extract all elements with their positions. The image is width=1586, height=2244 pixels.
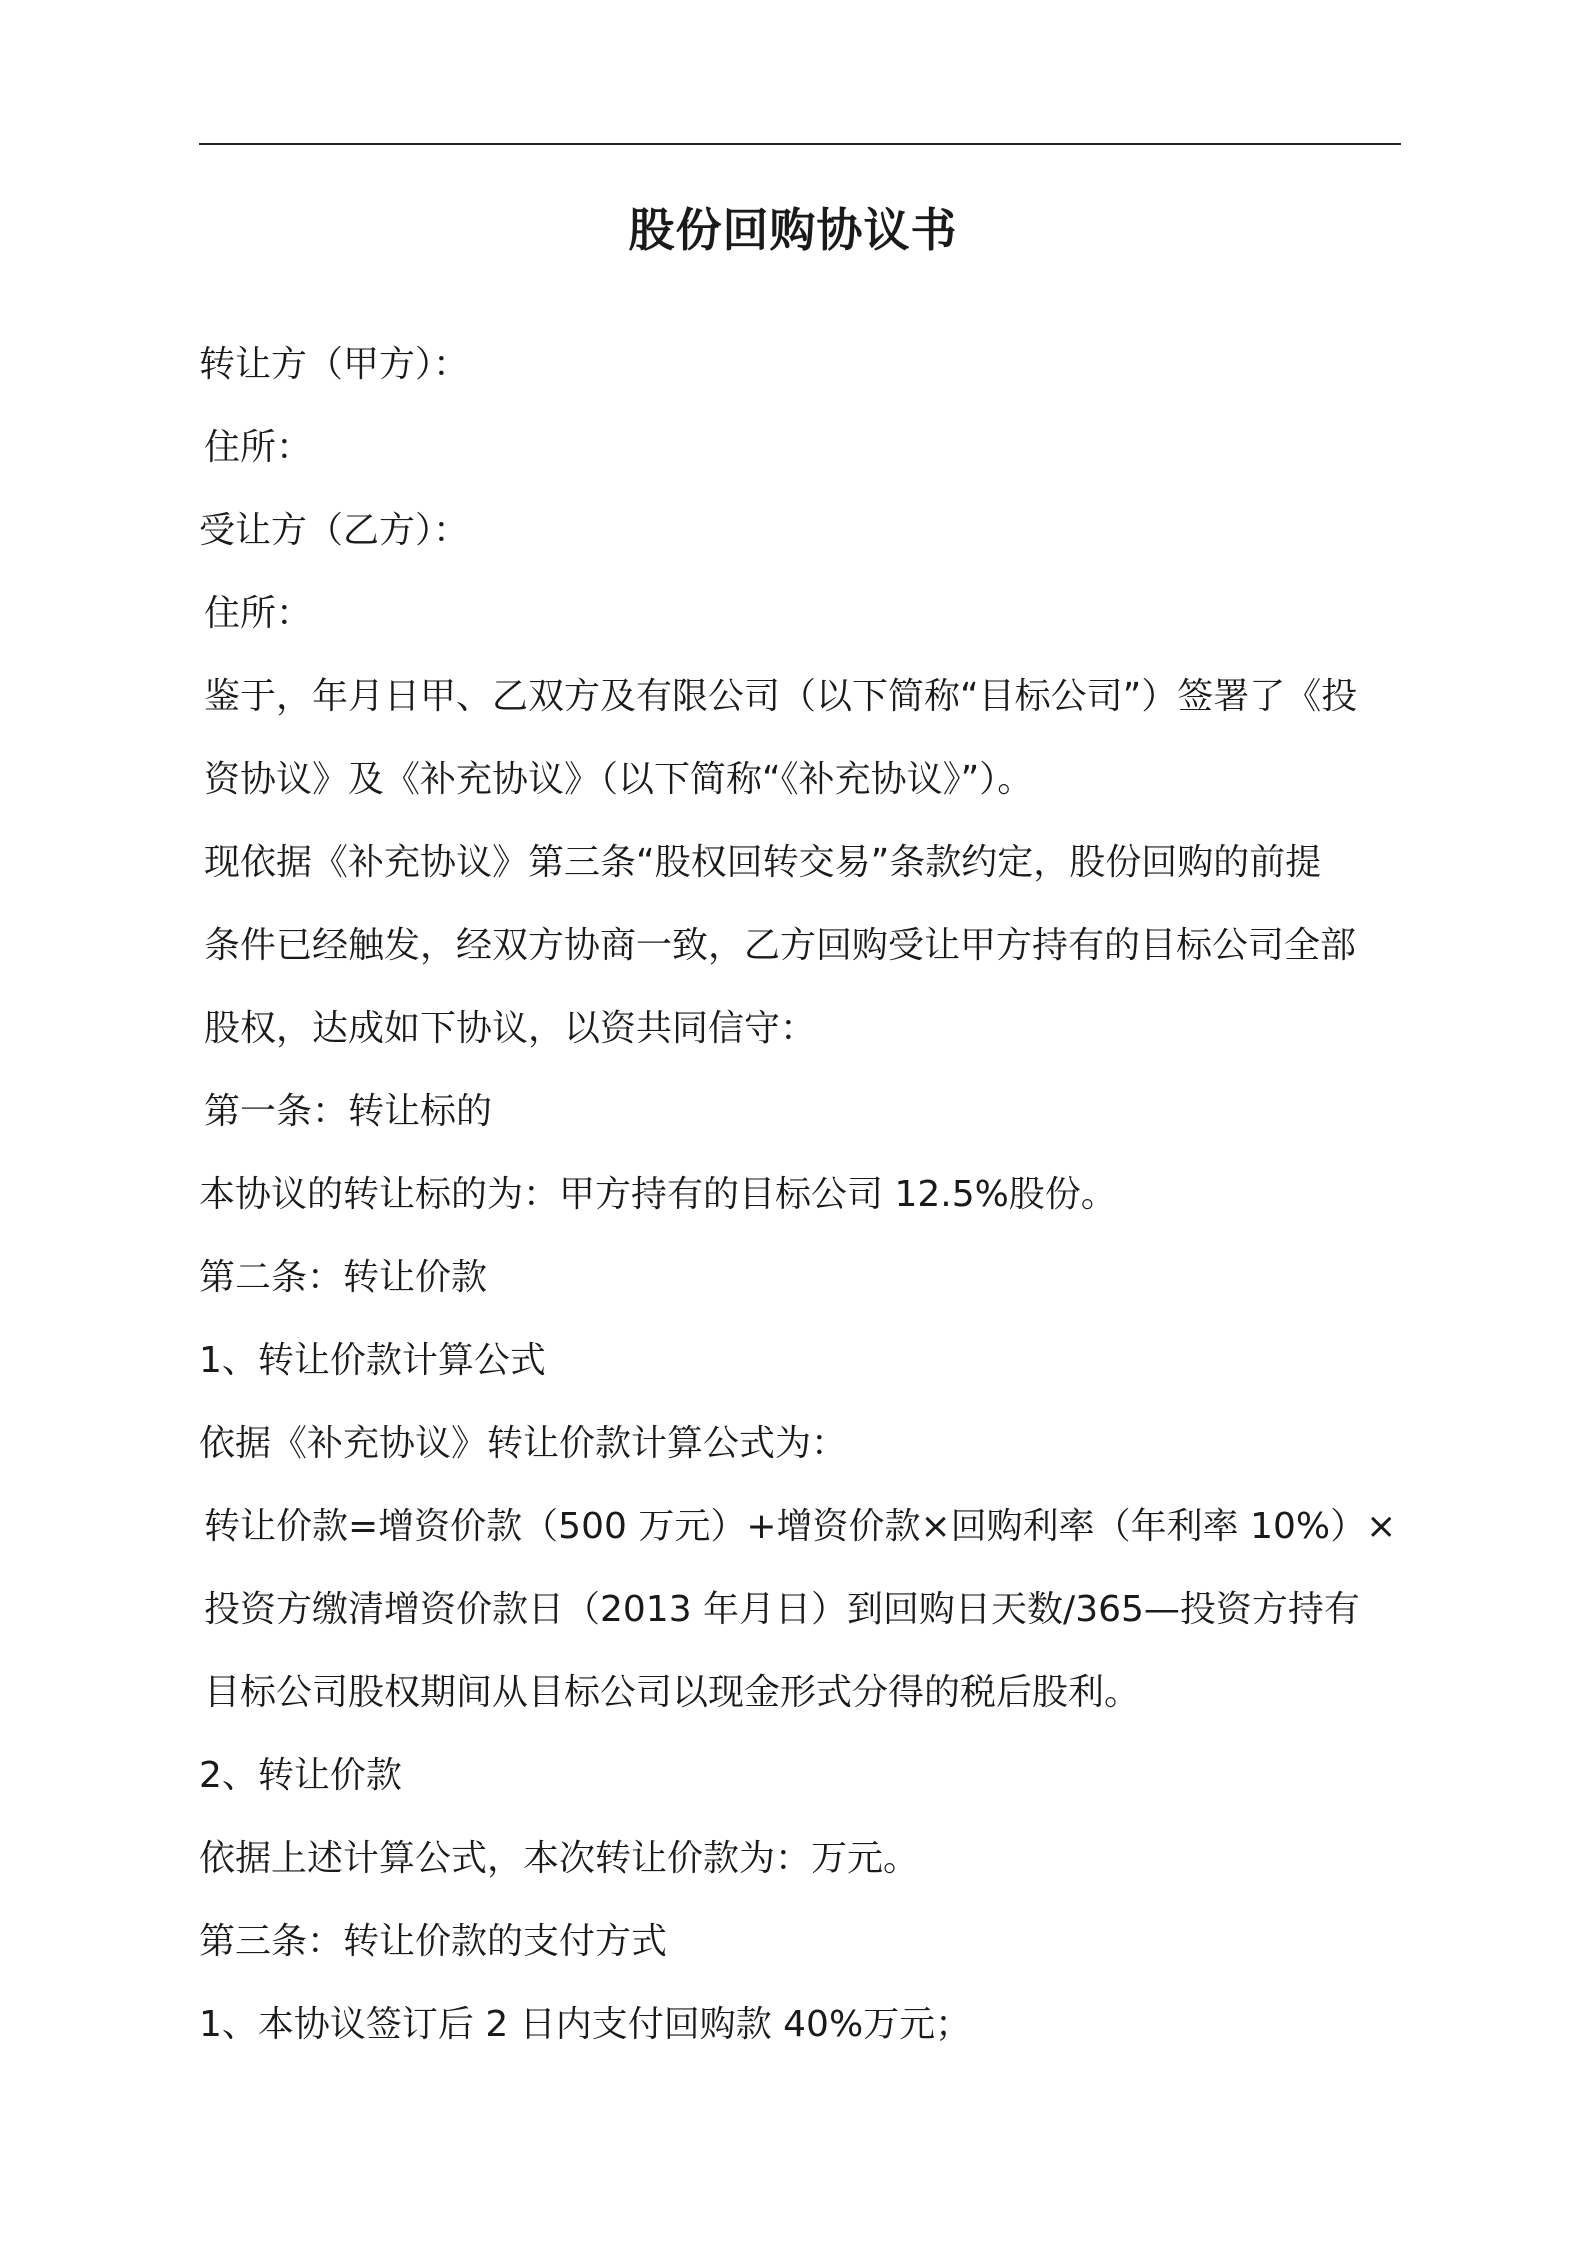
basis-line-3: 股权，达成如下协议，以资共同信守：	[204, 1008, 817, 1049]
article-1-body: 本协议的转让标的为：甲方持有的目标公司 12.5%股份。	[199, 1174, 1117, 1215]
basis-line-2: 条件已经触发，经双方协商一致，乙方回购受让甲方持有的目标公司全部	[204, 925, 1357, 966]
article-1-heading: 第一条：转让标的	[204, 1091, 493, 1132]
price-statement: 依据上述计算公式，本次转让价款为：万元。	[199, 1838, 920, 1879]
payment-item-1: 1、本协议签订后 2 日内支付回购款 40%万元；	[199, 2004, 972, 2045]
recital-line-1: 鉴于，年月日甲、乙双方及有限公司（以下简称“目标公司”）签署了《投	[204, 676, 1358, 717]
transferor-address: 住所：	[204, 427, 313, 468]
transferee-address: 住所：	[204, 593, 313, 634]
basis-line-1: 现依据《补充协议》第三条“股权回转交易”条款约定，股份回购的前提	[204, 842, 1322, 883]
formula-intro: 依据《补充协议》转让价款计算公式为：	[199, 1423, 848, 1464]
header-rule	[199, 143, 1401, 145]
article-2-heading: 第二条：转让价款	[199, 1257, 488, 1298]
document-title: 股份回购协议书	[628, 203, 958, 257]
article-2-item-1-heading: 1、转让价款计算公式	[199, 1340, 546, 1381]
formula-line-2: 投资方缴清增资价款日（2013 年月日）到回购日天数/365—投资方持有	[204, 1589, 1360, 1630]
transferee-label: 受让方（乙方）：	[199, 510, 470, 551]
formula-line-3: 目标公司股权期间从目标公司以现金形式分得的税后股利。	[204, 1672, 1141, 1713]
transferor-label: 转让方（甲方）：	[199, 344, 470, 385]
article-3-heading: 第三条：转让价款的支付方式	[199, 1921, 668, 1962]
recital-line-2: 资协议》及《补充协议》（以下简称“《补充协议》”）。	[204, 759, 1034, 800]
article-2-item-2-heading: 2、转让价款	[199, 1755, 402, 1796]
formula-line-1: 转让价款=增资价款（500 万元）+增资价款×回购利率（年利率 10%）×	[204, 1506, 1397, 1547]
